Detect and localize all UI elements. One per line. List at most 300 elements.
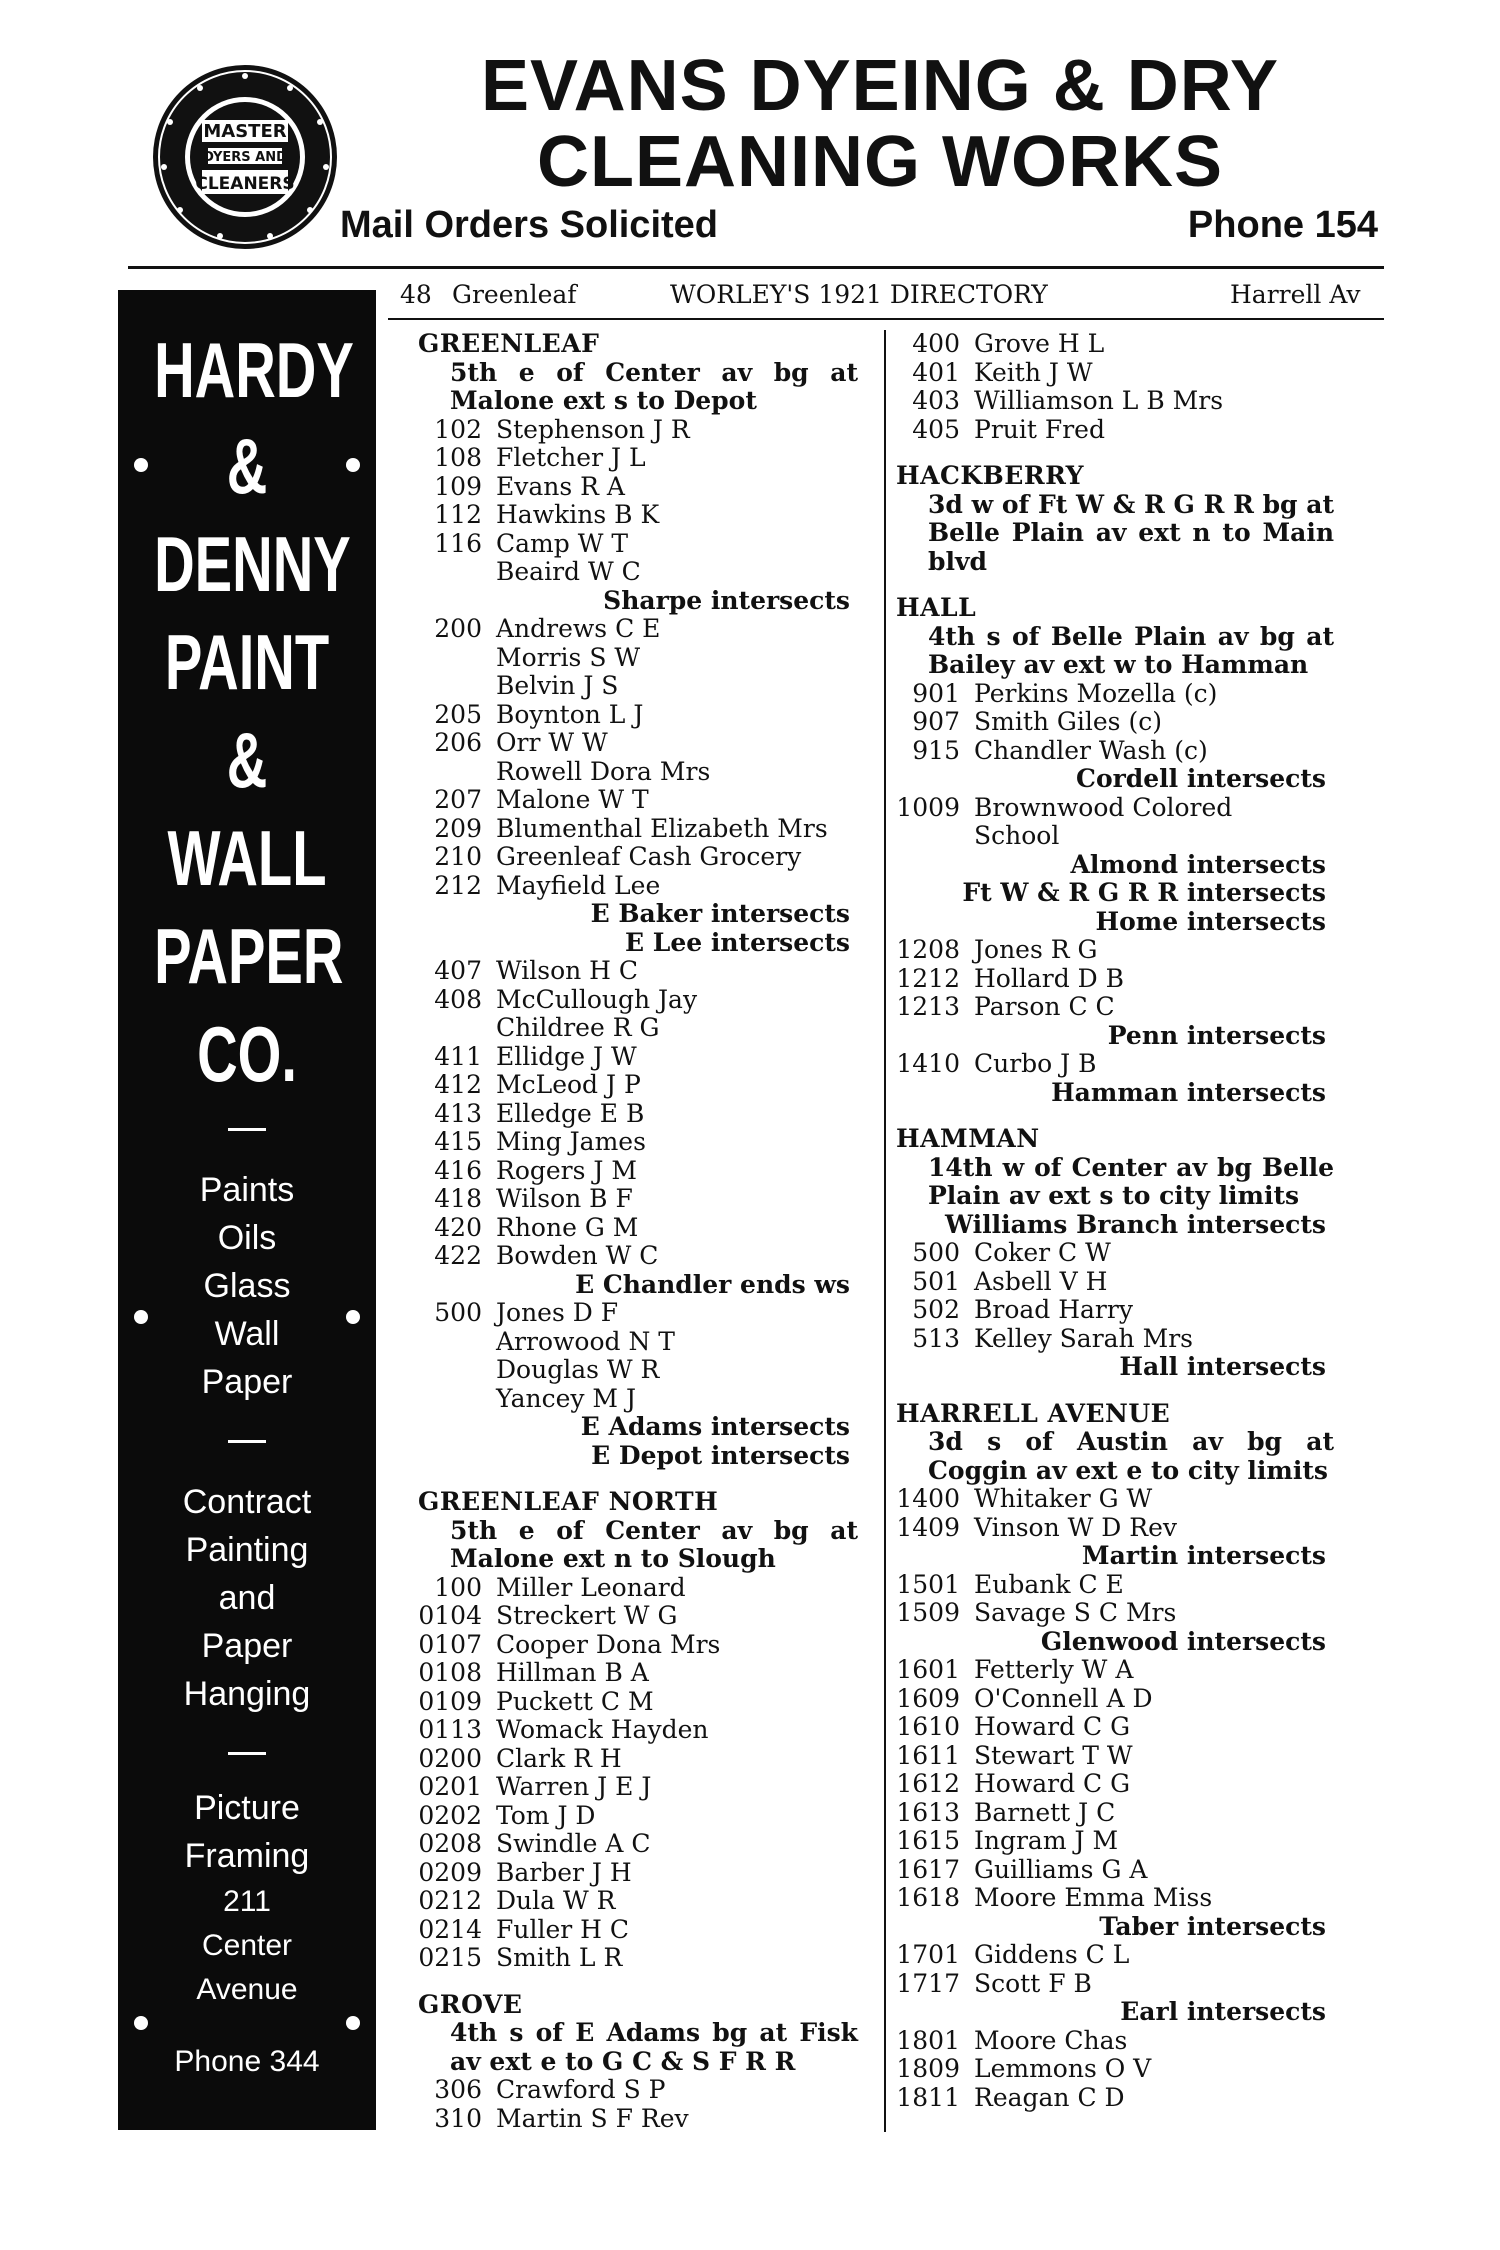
address-entry	[896, 936, 1334, 965]
resident-name: Grove H L	[974, 329, 1105, 358]
address-entry	[896, 1296, 1334, 1325]
house-number: 209	[434, 813, 482, 843]
header-rule	[388, 318, 1384, 320]
address-entry	[418, 1716, 858, 1745]
house-number: 1610	[896, 1712, 960, 1741]
running-head-right: Harrell Av	[1230, 280, 1361, 309]
resident-name: Jones R G	[974, 935, 1098, 964]
resident-name: Broad Harry	[974, 1295, 1133, 1324]
house-number: 500	[912, 1238, 960, 1267]
address-entry	[418, 1887, 858, 1916]
house-number: 0201	[418, 1772, 482, 1801]
resident-name: Hillman B A	[496, 1658, 649, 1687]
address-entry	[418, 444, 858, 473]
resident-name: Elledge E B	[496, 1098, 645, 1128]
resident-name: Ingram J M	[974, 1826, 1119, 1855]
resident-name: Hollard D B	[974, 963, 1125, 993]
address-entry	[896, 359, 1334, 388]
intersection-note: E Chandler ends ws	[575, 1269, 850, 1299]
address-entry	[896, 2084, 1334, 2113]
intersection-note: Sharpe intersects	[603, 585, 850, 615]
resident-name: Hawkins B K	[496, 500, 660, 529]
house-number: 412	[434, 1070, 482, 1099]
house-number: 1613	[896, 1797, 960, 1827]
resident-name: Jones D F	[496, 1298, 619, 1327]
address-entry	[896, 1268, 1334, 1297]
resident-name: Savage S C Mrs	[974, 1598, 1177, 1627]
house-number: 1509	[896, 1598, 960, 1627]
resident-name: Eubank C E	[974, 1569, 1124, 1599]
resident-name: Wilson B F	[496, 1184, 633, 1213]
resident-name: O'Connell A D	[974, 1683, 1153, 1713]
ad-and: and	[218, 1579, 276, 1617]
address-entry	[418, 1773, 858, 1802]
house-number: 420	[434, 1212, 482, 1242]
hardy-denny-advertisement	[118, 290, 376, 2130]
intersection-note: Earl intersects	[1120, 1997, 1326, 2026]
section-gap	[896, 1107, 1334, 1125]
address-entry	[896, 1770, 1334, 1799]
intersection-note: Ft W & R G R R intersects	[962, 878, 1326, 907]
address-entry	[418, 416, 858, 445]
intersection-note: E Adams intersects	[580, 1412, 850, 1441]
house-number: 100	[434, 1572, 482, 1602]
house-number: 407	[434, 956, 482, 985]
house-number: 0107	[418, 1629, 482, 1659]
house-number: 108	[434, 443, 482, 472]
street-description: 5th e of Center av bg at Malone ext s to Depot	[450, 357, 858, 415]
house-number: 0212	[418, 1886, 482, 1915]
address-entry	[896, 1941, 1334, 1970]
resident-name: Barnett J C	[974, 1797, 1116, 1827]
ad-bullet	[134, 458, 148, 472]
address-entry	[418, 501, 858, 530]
address-entry	[418, 1859, 858, 1888]
street-heading: HAMMAN	[896, 1124, 1040, 1153]
address-entry	[896, 708, 1334, 737]
address-entry	[896, 993, 1334, 1022]
resident-entry: Belvin J S	[496, 671, 619, 700]
column-divider	[884, 330, 886, 2132]
house-number: 1409	[896, 1512, 960, 1542]
address-entry	[896, 330, 1334, 359]
house-number: 0215	[418, 1943, 482, 1972]
address-entry	[418, 615, 858, 644]
association-seal-logo	[150, 62, 340, 252]
house-number: 210	[434, 842, 482, 871]
resident-name: Stephenson J R	[496, 414, 690, 444]
resident-name: Bowden W C	[496, 1241, 659, 1270]
resident-name: Swindle A C	[496, 1829, 651, 1858]
address-entry	[896, 1970, 1334, 1999]
resident-entry: Beaird W C	[496, 557, 641, 586]
address-entry	[896, 416, 1334, 445]
house-number: 1601	[896, 1655, 960, 1684]
resident-entry: School	[974, 821, 1060, 850]
address-entry	[896, 1325, 1334, 1354]
svg-text:CLEANERS: CLEANERS	[195, 174, 295, 194]
resident-name: Clark R H	[496, 1743, 622, 1773]
ad-address-number: 211	[223, 1885, 271, 1918]
house-number: 401	[912, 357, 960, 387]
resident-name: Perkins Mozella (c)	[974, 678, 1218, 708]
address-entry	[418, 1128, 858, 1157]
house-number: 1611	[896, 1740, 960, 1770]
ad-bullet	[346, 458, 360, 472]
intersection-note: E Baker intersects	[590, 899, 850, 928]
resident-name: Fuller H C	[496, 1914, 630, 1944]
house-number: 0104	[418, 1601, 482, 1630]
street-description: 5th e of Center av bg at Malone ext n to Slough	[450, 1515, 858, 1573]
address-entry	[418, 1916, 858, 1945]
resident-name: Stewart T W	[974, 1740, 1133, 1770]
address-entry	[418, 786, 858, 815]
house-number: 405	[912, 414, 960, 444]
resident-name: Puckett C M	[496, 1686, 654, 1716]
house-number: 0208	[418, 1829, 482, 1858]
address-entry	[418, 1214, 858, 1243]
banner-rule	[128, 266, 1384, 269]
resident-name: Andrews C E	[496, 614, 661, 643]
address-entry	[418, 1043, 858, 1072]
resident-entry: Arrowood N T	[496, 1326, 675, 1356]
address-entry	[896, 1571, 1334, 1600]
resident-name: Vinson W D Rev	[974, 1512, 1178, 1542]
ad-word-paper: PAPER	[154, 912, 344, 1000]
house-number: 109	[434, 471, 482, 501]
resident-entry: Rowell Dora Mrs	[496, 756, 711, 786]
resident-name: Fletcher J L	[496, 443, 646, 472]
ad-phone: Phone 344	[174, 2045, 320, 2078]
address-entry	[896, 1514, 1334, 1543]
address-entry	[896, 1827, 1334, 1856]
address-entry	[418, 1802, 858, 1831]
resident-name: Coker C W	[974, 1238, 1111, 1267]
house-number: 1212	[896, 963, 960, 993]
house-number: 200	[434, 614, 482, 643]
resident-name: Mayfield Lee	[496, 870, 661, 900]
address-entry	[896, 794, 1334, 823]
street-heading: GREENLEAF NORTH	[418, 1487, 719, 1516]
address-entry	[418, 2105, 858, 2134]
address-entry	[418, 1071, 858, 1100]
house-number: 411	[434, 1041, 482, 1071]
ad-word-wall: WALL	[167, 814, 327, 902]
resident-name: Howard C G	[974, 1712, 1131, 1741]
running-head-left: Greenleaf	[452, 280, 577, 309]
ad-oils: Oils	[217, 1219, 277, 1257]
address-entry	[896, 1713, 1334, 1742]
intersection-note: Hamman intersects	[1051, 1077, 1326, 1107]
intersection-note: E Lee intersects	[625, 927, 850, 957]
banner-title-line2: CLEANING WORKS	[537, 122, 1223, 202]
house-number: 206	[434, 728, 482, 757]
address-entry	[896, 2027, 1334, 2056]
resident-name: Lemmons O V	[974, 2054, 1152, 2083]
house-number: 112	[434, 500, 482, 529]
resident-name: Brownwood Colored	[974, 792, 1233, 822]
resident-entry: Morris S W	[496, 642, 641, 672]
house-number: 403	[912, 386, 960, 415]
ad-word-co: CO.	[197, 1010, 297, 1098]
resident-entry: Douglas W R	[496, 1355, 660, 1384]
resident-name: Barber J H	[496, 1857, 632, 1887]
house-number: 1213	[896, 992, 960, 1021]
resident-name: Ming James	[496, 1127, 646, 1156]
house-number: 400	[912, 329, 960, 358]
ad-word-ampersand: &	[226, 716, 268, 804]
house-number: 501	[912, 1266, 960, 1296]
intersection-note: Williams Branch intersects	[945, 1209, 1326, 1239]
house-number: 1009	[896, 792, 960, 822]
house-number: 1410	[896, 1049, 960, 1078]
ad-glass: Glass	[203, 1267, 291, 1305]
resident-name: McCullough Jay	[496, 984, 698, 1014]
directory-column-left	[418, 330, 858, 2133]
ad-bullet	[346, 2016, 360, 2030]
street-heading: HALL	[896, 593, 977, 622]
address-entry	[418, 1688, 858, 1717]
house-number: 416	[434, 1155, 482, 1185]
house-number: 1801	[896, 2025, 960, 2055]
house-number: 1400	[896, 1484, 960, 1513]
street-description: 14th w of Center av bg Belle Plain av ext s to city limits	[928, 1152, 1334, 1210]
address-entry	[418, 1944, 858, 1973]
address-entry	[896, 1599, 1334, 1628]
intersection-note: Home intersects	[1095, 906, 1326, 936]
ad-divider	[228, 1440, 266, 1443]
resident-name: Reagan C D	[974, 2082, 1125, 2112]
house-number: 1717	[896, 1968, 960, 1998]
ad-contract: Contract	[182, 1483, 312, 1521]
house-number: 0109	[418, 1686, 482, 1716]
resident-name: Martin S F Rev	[496, 2103, 689, 2133]
house-number: 415	[434, 1127, 482, 1156]
resident-name: Guilliams G A	[974, 1854, 1148, 1884]
house-number: 0214	[418, 1914, 482, 1944]
ad-painting: Painting	[185, 1531, 309, 1569]
house-number: 0202	[418, 1800, 482, 1830]
house-number: 306	[434, 2075, 482, 2104]
resident-name: Cooper Dona Mrs	[496, 1629, 721, 1659]
resident-name: Boynton L J	[496, 699, 644, 729]
resident-name: Tom J D	[496, 1800, 596, 1830]
resident-name: Womack Hayden	[496, 1715, 709, 1744]
resident-name: Pruit Fred	[974, 414, 1105, 444]
address-entry	[418, 1745, 858, 1774]
resident-name: Malone W T	[496, 785, 649, 814]
resident-name: Orr W W	[496, 728, 608, 757]
ad-wall: Wall	[214, 1315, 280, 1353]
address-entry	[418, 986, 858, 1015]
house-number: 1615	[896, 1826, 960, 1855]
resident-name: Camp W T	[496, 528, 629, 558]
ad-divider	[228, 1752, 266, 1755]
resident-name: Warren J E J	[496, 1772, 652, 1801]
resident-name: Williamson L B Mrs	[974, 386, 1224, 415]
address-entry	[896, 2055, 1334, 2084]
banner-title	[430, 48, 1330, 200]
address-entry	[418, 1574, 858, 1603]
ad-paper: Paper	[201, 1363, 293, 1401]
intersection-note: E Depot intersects	[591, 1440, 850, 1470]
address-entry	[896, 1050, 1334, 1079]
address-entry	[418, 815, 858, 844]
street-heading: GROVE	[418, 1989, 523, 2019]
address-entry	[896, 1742, 1334, 1771]
resident-name: McLeod J P	[496, 1070, 641, 1099]
resident-name: Blumenthal Elizabeth Mrs	[496, 813, 828, 843]
ad-word-denny: DENNY	[154, 520, 351, 608]
house-number: 0209	[418, 1857, 482, 1887]
house-number: 502	[912, 1295, 960, 1324]
resident-name: Curbo J B	[974, 1049, 1097, 1078]
street-description: 3d s of Austin av bg at Coggin av ext e to city limits	[928, 1427, 1334, 1485]
address-entry	[418, 1185, 858, 1214]
address-entry	[418, 1631, 858, 1660]
address-entry	[418, 1659, 858, 1688]
section-gap	[418, 1470, 858, 1488]
ad-framing: Framing	[184, 1837, 310, 1875]
address-entry	[418, 1100, 858, 1129]
address-entry	[418, 957, 858, 986]
ad-bullet	[134, 2016, 148, 2030]
street-heading: HACKBERRY	[896, 461, 1084, 490]
ad-paper-2: Paper	[201, 1627, 293, 1665]
address-entry	[896, 1239, 1334, 1268]
intersection-note: Glenwood intersects	[1040, 1626, 1326, 1656]
address-entry	[418, 729, 858, 758]
ad-paints: Paints	[199, 1171, 295, 1209]
resident-name: Chandler Wash (c)	[974, 735, 1208, 765]
resident-name: Smith Giles (c)	[974, 707, 1162, 736]
street-description: 4th s of E Adams bg at Fisk av ext e to G C & S F R R	[450, 2018, 858, 2076]
ad-center: Center	[201, 1929, 293, 1962]
house-number: 1208	[896, 935, 960, 964]
address-entry	[418, 843, 858, 872]
resident-name: Wilson H C	[496, 956, 639, 985]
banner-title-line1: EVANS DYEING & DRY	[480, 46, 1280, 126]
resident-name: Kelley Sarah Mrs	[974, 1323, 1193, 1353]
resident-name: Howard C G	[974, 1769, 1131, 1798]
address-entry	[896, 1856, 1334, 1885]
address-entry	[418, 1830, 858, 1859]
ad-word-hardy: HARDY	[154, 326, 354, 414]
address-entry	[896, 1685, 1334, 1714]
house-number: 408	[434, 984, 482, 1014]
house-number: 500	[434, 1298, 482, 1327]
resident-name: Rhone G M	[496, 1212, 639, 1242]
house-number: 0113	[418, 1715, 482, 1744]
house-number: 310	[434, 2103, 482, 2133]
resident-name: Moore Chas	[974, 2025, 1128, 2055]
directory-title: WORLEY'S 1921 DIRECTORY	[670, 280, 1048, 309]
resident-name: Streckert W G	[496, 1601, 678, 1630]
resident-name: Greenleaf Cash Grocery	[496, 842, 802, 871]
intersection-note: Taber intersects	[1099, 1911, 1326, 1941]
street-description: 3d w of Ft W & R G R R bg at Belle Plain av ext n to Main blvd	[928, 489, 1334, 576]
resident-name: Moore Emma Miss	[974, 1883, 1213, 1912]
house-number: 205	[434, 699, 482, 729]
ad-picture: Picture	[194, 1789, 300, 1827]
house-number: 1617	[896, 1854, 960, 1884]
resident-name: Asbell V H	[974, 1266, 1108, 1296]
intersection-note: Almond intersects	[1070, 849, 1326, 879]
house-number: 1609	[896, 1683, 960, 1713]
house-number: 901	[912, 678, 960, 708]
resident-name: Parson C C	[974, 992, 1115, 1021]
house-number: 513	[912, 1323, 960, 1353]
intersection-note: Martin intersects	[1081, 1541, 1326, 1570]
house-number: 207	[434, 785, 482, 814]
house-number: 413	[434, 1098, 482, 1128]
banner-phone: Phone 154	[1187, 204, 1378, 246]
page-number: 48	[400, 280, 432, 309]
ad-word-paint: PAINT	[164, 618, 330, 706]
house-number: 907	[912, 707, 960, 736]
address-entry	[418, 1157, 858, 1186]
ad-divider	[228, 1128, 266, 1131]
resident-name: Scott F B	[974, 1968, 1092, 1998]
section-gap	[896, 1382, 1334, 1400]
resident-name: Miller Leonard	[496, 1572, 686, 1602]
ad-avenue: Avenue	[196, 1973, 298, 2006]
resident-name: Rogers J M	[496, 1155, 637, 1185]
address-entry	[896, 1656, 1334, 1685]
address-entry	[418, 2076, 858, 2105]
address-entry	[418, 701, 858, 730]
address-entry	[418, 1242, 858, 1271]
house-number: 0108	[418, 1658, 482, 1687]
intersection-note: Penn intersects	[1107, 1020, 1326, 1050]
address-entry	[896, 387, 1334, 416]
house-number: 102	[434, 414, 482, 444]
address-entry	[418, 1299, 858, 1328]
address-entry	[418, 1602, 858, 1631]
street-description: 4th s of Belle Plain av bg at Bailey av ext w to Hamman	[928, 621, 1334, 679]
house-number: 1811	[896, 2082, 960, 2112]
svg-text:MASTER: MASTER	[203, 121, 287, 142]
house-number: 212	[434, 870, 482, 900]
section-gap	[418, 1973, 858, 1991]
house-number: 116	[434, 528, 482, 558]
resident-entry: Yancey M J	[496, 1383, 637, 1413]
ad-word-ampersand: &	[226, 422, 268, 510]
street-heading: GREENLEAF	[418, 329, 600, 358]
house-number: 1612	[896, 1769, 960, 1798]
house-number: 915	[912, 735, 960, 765]
svg-text:DYERS AND: DYERS AND	[203, 150, 287, 165]
resident-name: Giddens C L	[974, 1940, 1130, 1969]
house-number: 1618	[896, 1883, 960, 1912]
house-number: 0200	[418, 1743, 482, 1773]
street-heading: HARRELL AVENUE	[896, 1398, 1171, 1428]
section-gap	[896, 444, 1334, 462]
address-entry	[418, 872, 858, 901]
ad-hanging: Hanging	[183, 1675, 311, 1713]
house-number: 1809	[896, 2054, 960, 2083]
address-entry	[896, 965, 1334, 994]
house-number: 422	[434, 1241, 482, 1270]
address-entry	[896, 680, 1334, 709]
resident-name: Evans R A	[496, 471, 625, 501]
address-entry	[896, 1485, 1334, 1514]
address-entry	[896, 1799, 1334, 1828]
address-entry	[896, 1884, 1334, 1913]
intersection-note: Hall intersects	[1119, 1352, 1326, 1381]
intersection-note: Cordell intersects	[1076, 764, 1326, 793]
house-number: 418	[434, 1184, 482, 1213]
